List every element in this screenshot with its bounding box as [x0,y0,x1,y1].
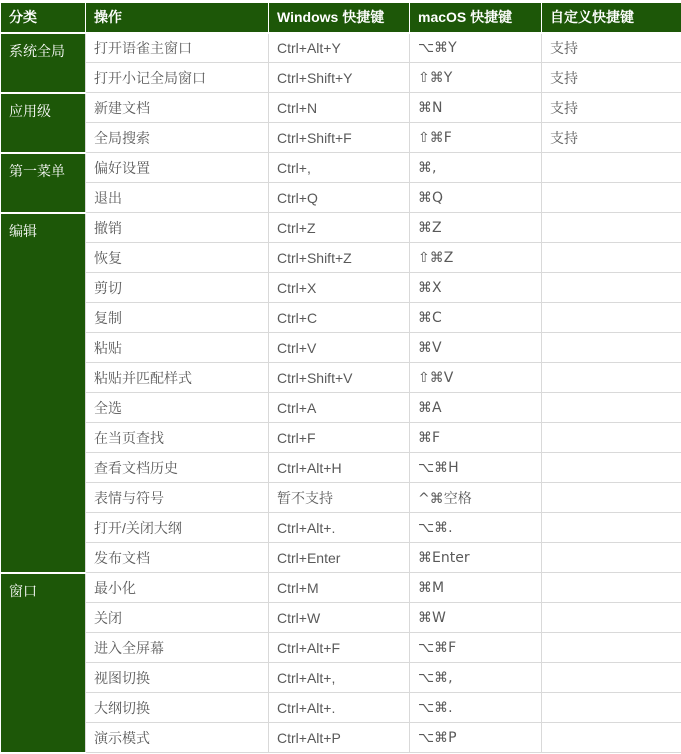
custom-shortcut-cell [542,153,681,183]
windows-shortcut-cell: Ctrl+Alt+. [269,693,410,723]
custom-shortcut-cell [542,213,681,243]
table-row [1,63,681,93]
custom-shortcut-cell [542,363,681,393]
macos-shortcut-cell: ⇧⌘Z [410,243,542,273]
action-cell: 全选 [86,393,269,423]
action-cell: 视图切换 [86,663,269,693]
action-cell: 演示模式 [86,723,269,753]
windows-shortcut-cell: Ctrl+W [269,603,410,633]
action-cell: 表情与符号 [86,483,269,513]
custom-shortcut-cell [542,243,681,273]
windows-shortcut-cell: Ctrl+Alt+Y [269,33,410,63]
table-row [1,363,681,393]
category-cell: 第一菜单 [1,153,86,213]
action-cell: 查看文档历史 [86,453,269,483]
windows-shortcut-cell: Ctrl+Q [269,183,410,213]
table-header-row [1,3,681,33]
windows-shortcut-cell: Ctrl+N [269,93,410,123]
windows-shortcut-cell: Ctrl+Z [269,213,410,243]
action-cell: 发布文档 [86,543,269,573]
windows-shortcut-cell: Ctrl+Shift+Z [269,243,410,273]
action-cell: 退出 [86,183,269,213]
custom-shortcut-cell [542,603,681,633]
header-cell-windows: Windows 快捷键 [269,3,410,33]
table-row [1,33,681,63]
table-row [1,303,681,333]
macos-shortcut-cell: ⌥⌘H [410,453,542,483]
table-row [1,513,681,543]
macos-shortcut-cell: ⌘M [410,573,542,603]
table-row [1,273,681,303]
macos-shortcut-cell: ⇧⌘V [410,363,542,393]
action-cell: 新建文档 [86,93,269,123]
action-cell: 打开小记全局窗口 [86,63,269,93]
macos-shortcut-cell: ⌥⌘, [410,663,542,693]
windows-shortcut-cell: 暂不支持 [269,483,410,513]
table-row [1,123,681,153]
macos-shortcut-cell: ⌥⌘Y [410,33,542,63]
table-row [1,573,681,603]
table-row [1,213,681,243]
action-cell: 进入全屏幕 [86,633,269,663]
windows-shortcut-cell: Ctrl+A [269,393,410,423]
macos-shortcut-cell: ⌘N [410,93,542,123]
table-row [1,393,681,423]
custom-shortcut-cell [542,633,681,663]
custom-shortcut-cell [542,663,681,693]
action-cell: 剪切 [86,273,269,303]
windows-shortcut-cell: Ctrl+Enter [269,543,410,573]
macos-shortcut-cell: ⌘A [410,393,542,423]
custom-shortcut-cell [542,333,681,363]
action-cell: 复制 [86,303,269,333]
shortcut-table [0,2,681,754]
custom-shortcut-cell [542,423,681,453]
table-row [1,93,681,123]
macos-shortcut-cell: ^⌘空格 [410,483,542,513]
table-row [1,663,681,693]
custom-shortcut-cell [542,393,681,423]
header-cell-custom: 自定义快捷键 [542,3,681,33]
windows-shortcut-cell: Ctrl+, [269,153,410,183]
table-row [1,153,681,183]
macos-shortcut-cell: ⌘W [410,603,542,633]
windows-shortcut-cell: Ctrl+F [269,423,410,453]
macos-shortcut-cell: ⌘C [410,303,542,333]
table-row [1,483,681,513]
header-cell-macos: macOS 快捷键 [410,3,542,33]
action-cell: 大纲切换 [86,693,269,723]
macos-shortcut-cell: ⌥⌘P [410,723,542,753]
action-cell: 在当页查找 [86,423,269,453]
table-row [1,423,681,453]
windows-shortcut-cell: Ctrl+Shift+Y [269,63,410,93]
windows-shortcut-cell: Ctrl+Shift+F [269,123,410,153]
macos-shortcut-cell: ⌥⌘. [410,693,542,723]
windows-shortcut-cell: Ctrl+C [269,303,410,333]
category-cell: 窗口 [1,573,86,753]
macos-shortcut-cell: ⌥⌘. [410,513,542,543]
category-cell: 应用级 [1,93,86,153]
table-row [1,543,681,573]
windows-shortcut-cell: Ctrl+Alt+F [269,633,410,663]
custom-shortcut-cell [542,723,681,753]
action-cell: 打开语雀主窗口 [86,33,269,63]
category-cell: 系统全局 [1,33,86,93]
category-cell: 编辑 [1,213,86,573]
action-cell: 粘贴 [86,333,269,363]
windows-shortcut-cell: Ctrl+Alt+P [269,723,410,753]
table-body [1,33,681,753]
macos-shortcut-cell: ⇧⌘Y [410,63,542,93]
macos-shortcut-cell: ⌘X [410,273,542,303]
action-cell: 打开/关闭大纲 [86,513,269,543]
custom-shortcut-cell [542,183,681,213]
macos-shortcut-cell: ⌘Z [410,213,542,243]
custom-shortcut-cell [542,273,681,303]
custom-shortcut-cell [542,543,681,573]
macos-shortcut-cell: ⌘, [410,153,542,183]
action-cell: 粘贴并匹配样式 [86,363,269,393]
custom-shortcut-cell: 支持 [542,93,681,123]
custom-shortcut-cell [542,693,681,723]
header-cell-action: 操作 [86,3,269,33]
custom-shortcut-cell [542,303,681,333]
table-row [1,723,681,753]
custom-shortcut-cell [542,453,681,483]
action-cell: 撤销 [86,213,269,243]
table-row [1,243,681,273]
custom-shortcut-cell [542,483,681,513]
custom-shortcut-cell: 支持 [542,33,681,63]
table-row [1,183,681,213]
windows-shortcut-cell: Ctrl+X [269,273,410,303]
table-row [1,333,681,363]
macos-shortcut-cell: ⌘F [410,423,542,453]
action-cell: 恢复 [86,243,269,273]
table-row [1,693,681,723]
action-cell: 最小化 [86,573,269,603]
custom-shortcut-cell [542,513,681,543]
macos-shortcut-cell: ⌘Enter [410,543,542,573]
windows-shortcut-cell: Ctrl+Alt+, [269,663,410,693]
action-cell: 关闭 [86,603,269,633]
action-cell: 偏好设置 [86,153,269,183]
macos-shortcut-cell: ⌘Q [410,183,542,213]
custom-shortcut-cell: 支持 [542,63,681,93]
windows-shortcut-cell: Ctrl+V [269,333,410,363]
table-row [1,453,681,483]
windows-shortcut-cell: Ctrl+Alt+H [269,453,410,483]
action-cell: 全局搜索 [86,123,269,153]
header-cell-category: 分类 [1,3,86,33]
windows-shortcut-cell: Ctrl+Alt+. [269,513,410,543]
windows-shortcut-cell: Ctrl+Shift+V [269,363,410,393]
table-row [1,633,681,663]
macos-shortcut-cell: ⇧⌘F [410,123,542,153]
table-row [1,603,681,633]
macos-shortcut-cell: ⌥⌘F [410,633,542,663]
macos-shortcut-cell: ⌘V [410,333,542,363]
custom-shortcut-cell: 支持 [542,123,681,153]
windows-shortcut-cell: Ctrl+M [269,573,410,603]
custom-shortcut-cell [542,573,681,603]
